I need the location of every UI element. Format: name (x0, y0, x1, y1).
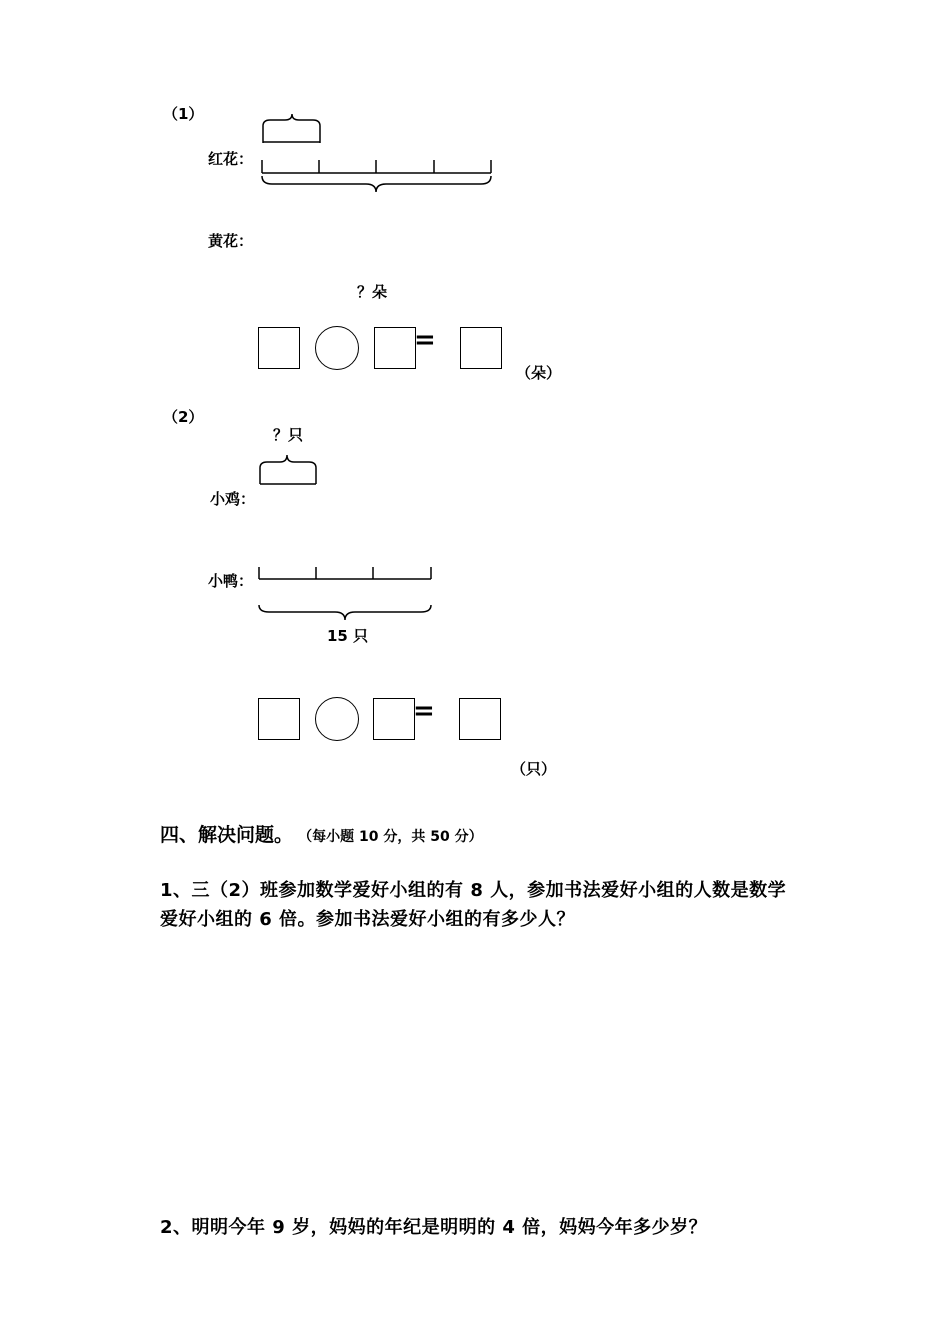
part2-number: （2） (163, 408, 204, 426)
equals-sign-2: = (413, 696, 435, 726)
part1-number: （1） (163, 105, 204, 123)
chick-brace (260, 455, 316, 484)
operator-circle-1[interactable] (315, 326, 359, 370)
red-flower-label: 红花： (208, 150, 254, 168)
question-flowers-label: ？朵 (357, 283, 388, 301)
duck-total-label: 15 只 (327, 627, 369, 645)
answer-box-5[interactable] (373, 698, 415, 740)
section4-header (160, 820, 483, 847)
red-flower-line (262, 160, 491, 173)
answer-box-6[interactable] (459, 698, 501, 740)
answer-box-4[interactable] (258, 698, 300, 740)
chick-label: 小鸡： (210, 490, 256, 508)
red-flower-total-brace (262, 176, 491, 192)
part2-unit: （只） (511, 760, 557, 778)
question-chicks-label: ？只 (273, 426, 304, 444)
operator-circle-2[interactable] (315, 697, 359, 741)
problem-1-line-1: 1、三（2）班参加数学爱好小组的有 8 人，参加书法爱好小组的人数是数学 (160, 880, 787, 901)
section4-scoring-note: （每小题 10 分，共 50 分） (298, 829, 483, 845)
section4-title: 四、解决问题。 (160, 824, 294, 846)
part1-unit: （朵） (516, 364, 562, 382)
problem-2-line-1: 2、明明今年 9 岁，妈妈的年纪是明明的 4 倍，妈妈今年多少岁？ (160, 1217, 708, 1238)
answer-box-1[interactable] (258, 327, 300, 369)
problem-1-line-2: 爱好小组的 6 倍。参加书法爱好小组的有多少人？ (160, 909, 576, 930)
answer-box-2[interactable] (374, 327, 416, 369)
part1-unit-brace (263, 114, 320, 143)
duck-total-brace (259, 605, 431, 620)
yellow-flower-label: 黄花： (208, 232, 254, 250)
duck-line (259, 567, 431, 579)
answer-box-3[interactable] (460, 327, 502, 369)
equals-sign-1: = (414, 325, 436, 355)
duck-label: 小鸭： (208, 572, 254, 590)
